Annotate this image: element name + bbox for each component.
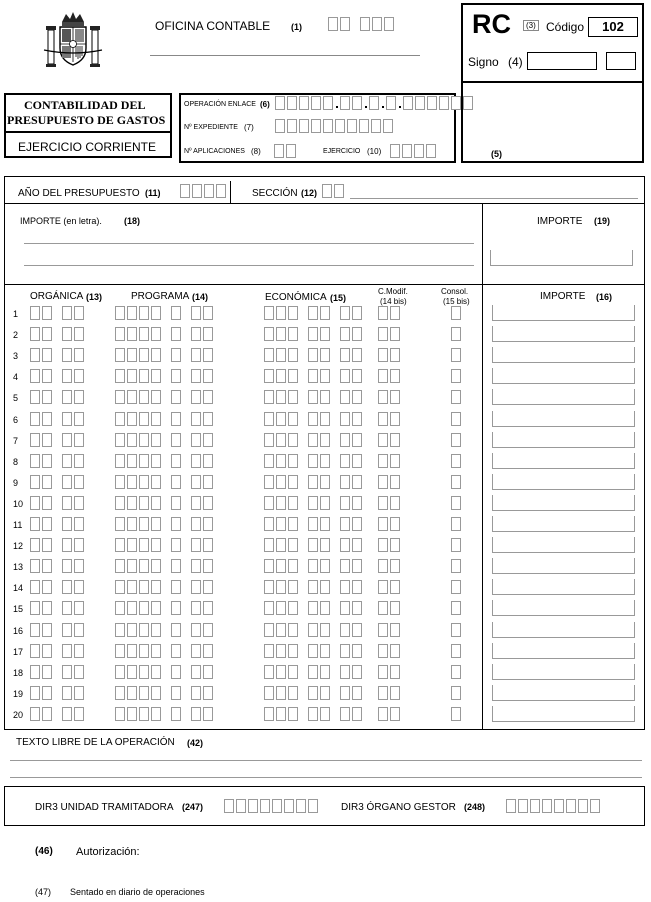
- economica-cells[interactable]: [264, 306, 364, 320]
- row-number: 16: [13, 626, 24, 636]
- ejercicio-cells[interactable]: [390, 144, 438, 158]
- aplicaciones-label: Nº APLICACIONES: [184, 148, 245, 155]
- signo-field[interactable]: [527, 52, 597, 70]
- sentado-num: (47): [35, 887, 52, 897]
- programa-cells[interactable]: [115, 390, 215, 404]
- importe-letra-line-2[interactable]: [24, 265, 474, 266]
- consol-cells[interactable]: [451, 412, 463, 426]
- anio-cells[interactable]: [180, 184, 228, 198]
- programa-cells[interactable]: [115, 623, 215, 637]
- row-number: 7: [13, 436, 19, 446]
- cmodif-cells[interactable]: [378, 412, 402, 426]
- organica-cells[interactable]: [30, 306, 86, 320]
- row-importe-field[interactable]: [492, 622, 635, 638]
- economica-cells[interactable]: [264, 496, 364, 510]
- consol-cells[interactable]: [451, 433, 463, 447]
- cmodif-cells[interactable]: [378, 517, 402, 531]
- seccion-num: (12): [301, 188, 318, 198]
- programa-cells[interactable]: [115, 665, 215, 679]
- anio-num: (11): [145, 188, 161, 198]
- organica-cells[interactable]: [30, 390, 86, 404]
- col-importe: IMPORTE: [540, 291, 586, 302]
- programa-cells[interactable]: [115, 454, 215, 468]
- texto-libre-line-2[interactable]: [10, 777, 642, 778]
- row-number: 6: [13, 415, 19, 425]
- enlace-cells[interactable]: [275, 96, 475, 110]
- importe-num: (19): [594, 216, 611, 226]
- row-importe-field[interactable]: [492, 368, 635, 384]
- col-economica-num: (15): [330, 293, 347, 303]
- programa-cells[interactable]: [115, 475, 215, 489]
- row-importe-field[interactable]: [492, 474, 635, 490]
- col-programa-num: (14): [192, 292, 209, 302]
- economica-cells[interactable]: [264, 327, 364, 341]
- dir3-gestor-label: DIR3 ÓRGANO GESTOR: [341, 802, 456, 813]
- col-economica: ECONÓMICA: [265, 292, 327, 303]
- seccion-label: SECCIÓN: [252, 188, 298, 199]
- ejercicio-label: EJERCICIO: [323, 148, 361, 155]
- importe-field[interactable]: [490, 250, 633, 266]
- row-importe-field[interactable]: [492, 495, 635, 511]
- organica-cells[interactable]: [30, 517, 86, 531]
- programa-cells[interactable]: [115, 433, 215, 447]
- cmodif-cells[interactable]: [378, 475, 402, 489]
- row-number: 3: [13, 351, 19, 361]
- col-programa: PROGRAMA: [131, 291, 190, 302]
- cmodif-cells[interactable]: [378, 538, 402, 552]
- programa-cells[interactable]: [115, 538, 215, 552]
- row-number: 5: [13, 393, 19, 403]
- expediente-num: (7): [244, 123, 254, 132]
- organica-cells[interactable]: [30, 623, 86, 637]
- organica-cells[interactable]: [30, 327, 86, 341]
- economica-cells[interactable]: [264, 707, 364, 721]
- enlace-label: OPERACIÓN ENLACE: [184, 101, 256, 108]
- consol-cells[interactable]: [451, 707, 463, 721]
- row-importe-field[interactable]: [492, 326, 635, 342]
- programa-cells[interactable]: [115, 601, 215, 615]
- cmodif-cells[interactable]: [378, 496, 402, 510]
- row-importe-field[interactable]: [492, 411, 635, 427]
- col-cmodif: C.Modif.: [378, 287, 408, 296]
- anio-label: AÑO DEL PRESUPUESTO: [18, 188, 140, 199]
- row-importe-field[interactable]: [492, 600, 635, 616]
- row-number: 4: [13, 372, 19, 382]
- cmodif-cells[interactable]: [378, 369, 402, 383]
- rc-label: RC: [472, 9, 511, 39]
- programa-cells[interactable]: [115, 559, 215, 573]
- economica-cells[interactable]: [264, 454, 364, 468]
- programa-cells[interactable]: [115, 369, 215, 383]
- row-importe-field[interactable]: [492, 516, 635, 532]
- col-organica: ORGÁNICA: [30, 291, 84, 302]
- row-importe-field[interactable]: [492, 685, 635, 701]
- row-number: 8: [13, 457, 19, 467]
- title-line1: CONTABILIDAD DEL: [24, 98, 146, 112]
- programa-cells[interactable]: [115, 496, 215, 510]
- coat-of-arms-icon: [42, 10, 104, 72]
- row-importe-field[interactable]: [492, 706, 635, 722]
- cmodif-cells[interactable]: [378, 327, 402, 341]
- codigo-box: [588, 17, 638, 37]
- oficina-num: (1): [291, 22, 302, 32]
- programa-cells[interactable]: [115, 686, 215, 700]
- consol-cells[interactable]: [451, 580, 463, 594]
- organica-cells[interactable]: [30, 686, 86, 700]
- signo-label: Signo: [468, 55, 499, 69]
- row-number: 13: [13, 562, 24, 572]
- organica-cells[interactable]: [30, 433, 86, 447]
- row-number: 12: [13, 541, 24, 551]
- row-number: 1: [13, 309, 19, 319]
- seccion-line: [350, 198, 638, 199]
- texto-libre-line-1[interactable]: [10, 760, 642, 761]
- economica-cells[interactable]: [264, 644, 364, 658]
- row-importe-field[interactable]: [492, 537, 635, 553]
- seccion-cells[interactable]: [322, 184, 346, 198]
- programa-cells[interactable]: [115, 306, 215, 320]
- organica-cells[interactable]: [30, 496, 86, 510]
- cmodif-cells[interactable]: [378, 623, 402, 637]
- programa-cells[interactable]: [115, 348, 215, 362]
- cmodif-cells[interactable]: [378, 665, 402, 679]
- expediente-cells[interactable]: [275, 119, 395, 133]
- consol-cells[interactable]: [451, 454, 463, 468]
- autorizacion-num: (46): [35, 846, 53, 857]
- dir3-gestor-num: (248): [464, 802, 486, 812]
- organica-cells[interactable]: [30, 475, 86, 489]
- economica-cells[interactable]: [264, 559, 364, 573]
- ejercicio-corriente: EJERCICIO CORRIENTE: [18, 140, 157, 154]
- organica-cells[interactable]: [30, 665, 86, 679]
- organica-cells[interactable]: [30, 538, 86, 552]
- organica-cells[interactable]: [30, 644, 86, 658]
- row-number: 15: [13, 604, 24, 614]
- consol-cells[interactable]: [451, 517, 463, 531]
- economica-cells[interactable]: [264, 665, 364, 679]
- texto-libre-label: TEXTO LIBRE DE LA OPERACIÓN: [16, 737, 175, 748]
- row-importe-field[interactable]: [492, 432, 635, 448]
- sentado-label: Sentado en diario de operaciones: [70, 887, 205, 897]
- organica-cells[interactable]: [30, 369, 86, 383]
- consol-cells[interactable]: [451, 686, 463, 700]
- cmodif-cells[interactable]: [378, 348, 402, 362]
- cmodif-cells[interactable]: [378, 707, 402, 721]
- programa-cells[interactable]: [115, 707, 215, 721]
- consol-cells[interactable]: [451, 348, 463, 362]
- row-importe-field[interactable]: [492, 643, 635, 659]
- aplicaciones-num: (8): [251, 147, 261, 156]
- cmodif-cells[interactable]: [378, 433, 402, 447]
- organica-cells[interactable]: [30, 348, 86, 362]
- economica-cells[interactable]: [264, 475, 364, 489]
- row-importe-field[interactable]: [492, 305, 635, 321]
- organica-cells[interactable]: [30, 601, 86, 615]
- signo-field-2[interactable]: [606, 52, 636, 70]
- row-importe-field[interactable]: [492, 664, 635, 680]
- economica-cells[interactable]: [264, 348, 364, 362]
- consol-cells[interactable]: [451, 496, 463, 510]
- cmodif-cells[interactable]: [378, 644, 402, 658]
- consol-cells[interactable]: [451, 390, 463, 404]
- row-importe-field[interactable]: [492, 453, 635, 469]
- economica-cells[interactable]: [264, 623, 364, 637]
- economica-cells[interactable]: [264, 538, 364, 552]
- dir3-tramitadora-cells[interactable]: [224, 799, 320, 813]
- economica-cells[interactable]: [264, 433, 364, 447]
- box5-num: (5): [491, 149, 502, 159]
- economica-cells[interactable]: [264, 412, 364, 426]
- oficina-line: [150, 55, 420, 56]
- organica-cells[interactable]: [30, 707, 86, 721]
- organica-cells[interactable]: [30, 559, 86, 573]
- programa-cells[interactable]: [115, 580, 215, 594]
- economica-cells[interactable]: [264, 517, 364, 531]
- cmodif-cells[interactable]: [378, 601, 402, 615]
- importe-label: IMPORTE: [537, 216, 583, 227]
- oficina-cells[interactable]: [328, 17, 396, 31]
- consol-cells[interactable]: [451, 665, 463, 679]
- programa-cells[interactable]: [115, 412, 215, 426]
- row-importe-field[interactable]: [492, 389, 635, 405]
- col-organica-num: (13): [86, 292, 103, 302]
- autorizacion-label: Autorización:: [76, 846, 140, 858]
- rc-num: (3): [523, 20, 539, 31]
- economica-cells[interactable]: [264, 686, 364, 700]
- consol-cells[interactable]: [451, 601, 463, 615]
- consol-cells[interactable]: [451, 369, 463, 383]
- cmodif-cells[interactable]: [378, 390, 402, 404]
- ejercicio-num: (10): [367, 147, 382, 156]
- consol-cells[interactable]: [451, 306, 463, 320]
- consol-cells[interactable]: [451, 623, 463, 637]
- row-number: 20: [13, 710, 24, 720]
- cmodif-cells[interactable]: [378, 580, 402, 594]
- cmodif-cells[interactable]: [378, 686, 402, 700]
- row-number: 19: [13, 689, 24, 699]
- row-importe-field[interactable]: [492, 579, 635, 595]
- importe-letra-line-1[interactable]: [24, 243, 474, 244]
- programa-cells[interactable]: [115, 644, 215, 658]
- organica-cells[interactable]: [30, 412, 86, 426]
- economica-cells[interactable]: [264, 369, 364, 383]
- economica-cells[interactable]: [264, 390, 364, 404]
- consol-cells[interactable]: [451, 644, 463, 658]
- row-number: 9: [13, 478, 19, 488]
- row-number: 18: [13, 668, 24, 678]
- aplicaciones-cells[interactable]: [274, 144, 298, 158]
- row-importe-field[interactable]: [492, 558, 635, 574]
- consol-cells[interactable]: [451, 538, 463, 552]
- consol-cells[interactable]: [451, 475, 463, 489]
- signo-num: (4): [508, 55, 523, 69]
- col-consol-num: (15 bis): [443, 297, 470, 306]
- organica-cells[interactable]: [30, 580, 86, 594]
- consol-cells[interactable]: [451, 559, 463, 573]
- row-number: 14: [13, 583, 24, 593]
- dir3-tramitadora-num: (247): [182, 802, 204, 812]
- row-number: 10: [13, 499, 24, 509]
- col-importe-num: (16): [596, 292, 613, 302]
- cmodif-cells[interactable]: [378, 559, 402, 573]
- title-line2: PRESUPUESTO DE GASTOS: [7, 113, 166, 127]
- col-cmodif-num: (14 bis): [380, 297, 407, 306]
- programa-cells[interactable]: [115, 517, 215, 531]
- col-consol: Consol.: [441, 287, 469, 296]
- economica-cells[interactable]: [264, 601, 364, 615]
- expediente-label: Nº EXPEDIENTE: [184, 124, 238, 131]
- dir3-tramitadora-label: DIR3 UNIDAD TRAMITADORA: [35, 802, 174, 813]
- cmodif-cells[interactable]: [378, 306, 402, 320]
- codigo-label: Código: [546, 20, 585, 34]
- economica-cells[interactable]: [264, 580, 364, 594]
- programa-cells[interactable]: [115, 327, 215, 341]
- cmodif-cells[interactable]: [378, 454, 402, 468]
- codigo-value: 102: [602, 19, 624, 34]
- oficina-label: OFICINA CONTABLE: [155, 19, 271, 33]
- row-importe-field[interactable]: [492, 347, 635, 363]
- enlace-num: (6): [260, 100, 270, 109]
- dir3-gestor-cells[interactable]: [506, 799, 602, 813]
- row-number: 2: [13, 330, 19, 340]
- texto-libre-num: (42): [187, 738, 204, 748]
- row-number: 17: [13, 647, 24, 657]
- importe-letra-label: IMPORTE (en letra).: [20, 216, 102, 226]
- row-number: 11: [13, 520, 23, 530]
- consol-cells[interactable]: [451, 327, 463, 341]
- importe-letra-num: (18): [124, 216, 141, 226]
- organica-cells[interactable]: [30, 454, 86, 468]
